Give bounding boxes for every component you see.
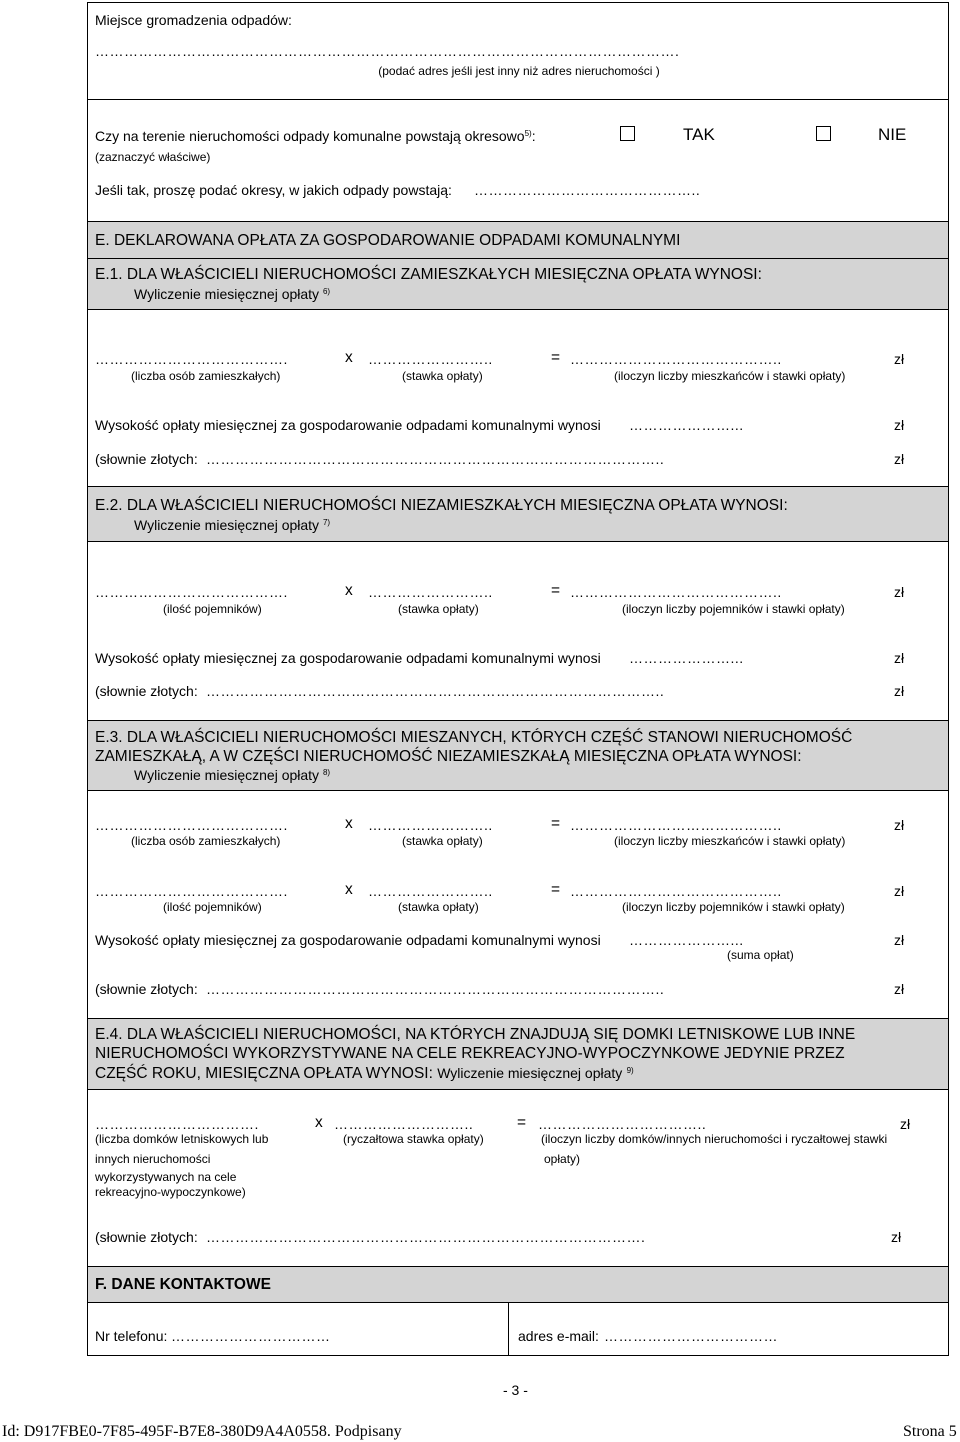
e3-cap-product-a: (iloczyn liczby mieszkańców i stawki opłaty) (614, 834, 846, 848)
e4-rate-field[interactable]: ……………………….. (334, 1116, 474, 1132)
address-hint-text: (podać adres jeśli jest inny niż adres nieruchomości ) (378, 64, 660, 78)
e2-amount-field[interactable]: …………………... (629, 650, 744, 666)
footnote-ref: 9) (626, 1066, 634, 1075)
equals-sign: = (551, 349, 561, 366)
e1-calc-label-text: Wyliczenie miesięcznej opłaty (134, 286, 320, 302)
e1-title: E.1. DLA WŁAŚCICIELI NIERUCHOMOŚCI ZAMIESZKAŁYCH MIESIĘCZNA OPŁATA WYNOSI: (95, 266, 762, 283)
e2-cap-containers: (ilość pojemników) (163, 602, 262, 616)
currency-unit: zł (900, 1116, 911, 1132)
e4-product-field[interactable]: …………………………….. (538, 1116, 707, 1132)
currency-unit: zł (894, 981, 905, 997)
seasonal-question-text: Czy na terenie nieruchomości odpady komunalne powstają okresowo (95, 128, 525, 144)
e3-cap-product-b: (iloczyn liczby pojemników i stawki opłaty) (622, 900, 845, 914)
e4-cap-product-1: (iloczyn liczby domków/innych nieruchomości i ryczałtowej stawki (541, 1132, 888, 1146)
e4-cap-cottages-4: rekreacyjno-wypoczynkowe) (95, 1185, 246, 1199)
equals-sign: = (551, 881, 561, 898)
divider (87, 309, 949, 310)
e3-cap-rate-b: (stawka opłaty) (398, 900, 479, 914)
currency-unit: zł (894, 650, 905, 666)
e4-cap-product-2: opłaty) (544, 1152, 581, 1166)
divider (87, 1266, 949, 1267)
section-f-title: F. DANE KONTAKTOWE (95, 1276, 271, 1293)
divider (87, 1089, 949, 1090)
e2-rate-field[interactable]: …………………….. (368, 584, 493, 600)
e3-cap-rate-a: (stawka opłaty) (402, 834, 483, 848)
currency-unit: zł (894, 451, 905, 467)
e1-cap-residents: (liczba osób zamieszkałych) (131, 369, 281, 383)
e4-calc-label: Wyliczenie miesięcznej opłaty (437, 1065, 623, 1081)
footnote-ref: 8) (322, 768, 331, 777)
footnote-ref: 6) (322, 287, 331, 296)
e1-rate-field[interactable]: …………………….. (368, 351, 493, 367)
multiply-sign: x (345, 881, 353, 898)
no-label: NIE (878, 125, 907, 144)
e3-words-label: (słownie złotych: (95, 981, 198, 997)
e1-residents-field[interactable]: …………………………………. (95, 351, 288, 367)
divider (87, 1302, 949, 1303)
e3-rate-field-b[interactable]: …………………….. (368, 883, 493, 899)
currency-unit: zł (894, 883, 905, 899)
e4-cap-cottages-3: wykorzystywanych na cele (95, 1170, 237, 1184)
multiply-sign: x (315, 1114, 323, 1131)
e1-words-field[interactable]: ………………………………………………………………………………….. (206, 451, 665, 467)
collection-address-field[interactable]: …………………………………………………………………………………………………………. (95, 43, 680, 59)
email-label: adres e-mail: (518, 1328, 599, 1344)
multiply-sign: x (345, 815, 353, 832)
no-checkbox[interactable] (816, 126, 831, 141)
sum-hint: (suma opłat) (727, 948, 794, 962)
check-hint: (zaznaczyć właściwe) (95, 150, 211, 164)
currency-unit: zł (894, 417, 905, 433)
e4-words-field[interactable]: ………………………………………………………………………………. (206, 1229, 646, 1245)
e3-product-field-a[interactable]: …………………………………….. (570, 817, 782, 833)
e3-cap-containers: (ilość pojemników) (163, 900, 262, 914)
divider (87, 720, 949, 721)
e3-amount-field[interactable]: …………………... (629, 932, 744, 948)
e4-words-label: (słownie złotych: (95, 1229, 198, 1245)
equals-sign: = (551, 582, 561, 599)
divider (87, 99, 949, 100)
document-id: Id: D917FBE0-7F85-495F-B7E8-380D9A4A0558. Podpisany (2, 1423, 402, 1440)
e2-amount-label: Wysokość opłaty miesięcznej za gospodarowanie odpadami komunalnymi wynosi (95, 650, 601, 666)
e2-cap-rate: (stawka opłaty) (398, 602, 479, 616)
collection-label: Miejsce gromadzenia odpadów: (95, 12, 292, 28)
phone-label: Nr telefonu: (95, 1328, 168, 1344)
e1-cap-product: (iloczyn liczby mieszkańców i stawki opłaty) (614, 369, 846, 383)
e2-words-field[interactable]: ………………………………………………………………………………….. (206, 683, 665, 699)
form-frame (87, 2, 949, 1356)
e2-cap-product: (iloczyn liczby pojemników i stawki opłaty) (622, 602, 845, 616)
currency-unit: zł (891, 1229, 902, 1245)
e2-containers-field[interactable]: …………………………………. (95, 584, 288, 600)
e3-title-line1: E.3. DLA WŁAŚCICIELI NIERUCHOMOŚCI MIESZANYCH, KTÓRYCH CZĘŚĆ STANOWI NIERUCHOMOŚĆ (95, 729, 853, 746)
e3-rate-field-a[interactable]: …………………….. (368, 817, 493, 833)
section-e-title: E. DEKLAROWANA OPŁATA ZA GOSPODAROWANIE ODPADAMI KOMUNALNYMI (95, 232, 681, 249)
phone-field[interactable]: …………………………… (171, 1328, 331, 1344)
divider (87, 790, 949, 791)
e1-cap-rate: (stawka opłaty) (402, 369, 483, 383)
e1-calc-label (134, 286, 330, 302)
currency-unit: zł (894, 683, 905, 699)
periods-label: Jeśli tak, proszę podać okresy, w jakich odpady powstają: (95, 182, 452, 198)
equals-sign: = (551, 815, 561, 832)
e3-containers-field[interactable]: …………………………………. (95, 883, 288, 899)
e4-title-line1: E.4. DLA WŁAŚCICIELI NIERUCHOMOŚCI, NA KTÓRYCH ZNAJDUJĄ SIĘ DOMKI LETNISKOWE LUB INNE (95, 1026, 856, 1043)
e2-calc-label (134, 517, 330, 533)
e4-title-line3 (95, 1064, 634, 1083)
page-number: - 3 - (503, 1382, 528, 1398)
footnote-ref: 7) (322, 518, 331, 527)
yes-checkbox[interactable] (620, 126, 635, 141)
e4-cap-cottages-1: (liczba domków letniskowych lub (95, 1132, 269, 1146)
divider (87, 221, 949, 222)
e1-words-label: (słownie złotych: (95, 451, 198, 467)
divider (87, 1018, 949, 1019)
e4-cap-cottages-2: innych nieruchomości (95, 1152, 211, 1166)
e3-calc-label-text: Wyliczenie miesięcznej opłaty (134, 767, 320, 783)
page-label: Strona 5 (903, 1423, 957, 1440)
seasonal-question (95, 128, 536, 144)
currency-unit: zł (894, 817, 905, 833)
e3-calc-label (134, 767, 330, 783)
e3-amount-label: Wysokość opłaty miesięcznej za gospodarowanie odpadami komunalnymi wynosi (95, 932, 601, 948)
contact-divider (508, 1302, 509, 1356)
e4-cap-rate: (ryczałtowa stawka opłaty) (343, 1132, 484, 1146)
e1-product-field[interactable]: …………………………………….. (570, 351, 782, 367)
periods-field[interactable]: ……………………………………….. (474, 182, 701, 198)
e3-product-field-b[interactable]: …………………………………….. (570, 883, 782, 899)
e4-title-line2: NIERUCHOMOŚCI WYKORZYSTYWANE NA CELE REKREACYJNO-WYPOCZYNKOWE JEDYNIE PRZEZ (95, 1045, 845, 1062)
multiply-sign: x (345, 582, 353, 599)
currency-unit: zł (894, 932, 905, 948)
multiply-sign: x (345, 349, 353, 366)
divider (87, 258, 949, 259)
divider (87, 541, 949, 542)
currency-unit: zł (894, 584, 905, 600)
seasonal-question-colon: : (531, 128, 536, 144)
divider (87, 486, 949, 487)
currency-unit: zł (894, 351, 905, 367)
footnote-ref: 5) (524, 129, 532, 138)
e2-title: E.2. DLA WŁAŚCICIELI NIERUCHOMOŚCI NIEZAMIESZKAŁYCH MIESIĘCZNA OPŁATA WYNOSI: (95, 497, 788, 514)
e3-words-field[interactable]: ………………………………………………………………………………….. (206, 981, 665, 997)
e2-words-label: (słownie złotych: (95, 683, 198, 699)
e1-amount-field[interactable]: …………………... (629, 417, 744, 433)
e3-residents-field[interactable]: …………………………………. (95, 817, 288, 833)
e3-title-line2: ZAMIESZKAŁĄ, A W CZĘŚCI NIERUCHOMOŚĆ NIEZAMIESZKAŁĄ MIESIĘCZNA OPŁATA WYNOSI: (95, 748, 802, 765)
yes-label: TAK (683, 125, 715, 144)
e3-cap-residents: (liczba osób zamieszkałych) (131, 834, 281, 848)
e1-amount-label: Wysokość opłaty miesięcznej za gospodarowanie odpadami komunalnymi wynosi (95, 417, 601, 433)
e2-product-field[interactable]: …………………………………….. (570, 584, 782, 600)
e4-title-line3-text: CZĘŚĆ ROKU, MIESIĘCZNA OPŁATA WYNOSI: (95, 1065, 433, 1082)
e4-cottages-field[interactable]: ……………………………. (95, 1116, 259, 1132)
equals-sign: = (517, 1114, 527, 1131)
email-field[interactable]: ……………………………… (604, 1328, 778, 1344)
e2-calc-label-text: Wyliczenie miesięcznej opłaty (134, 517, 320, 533)
